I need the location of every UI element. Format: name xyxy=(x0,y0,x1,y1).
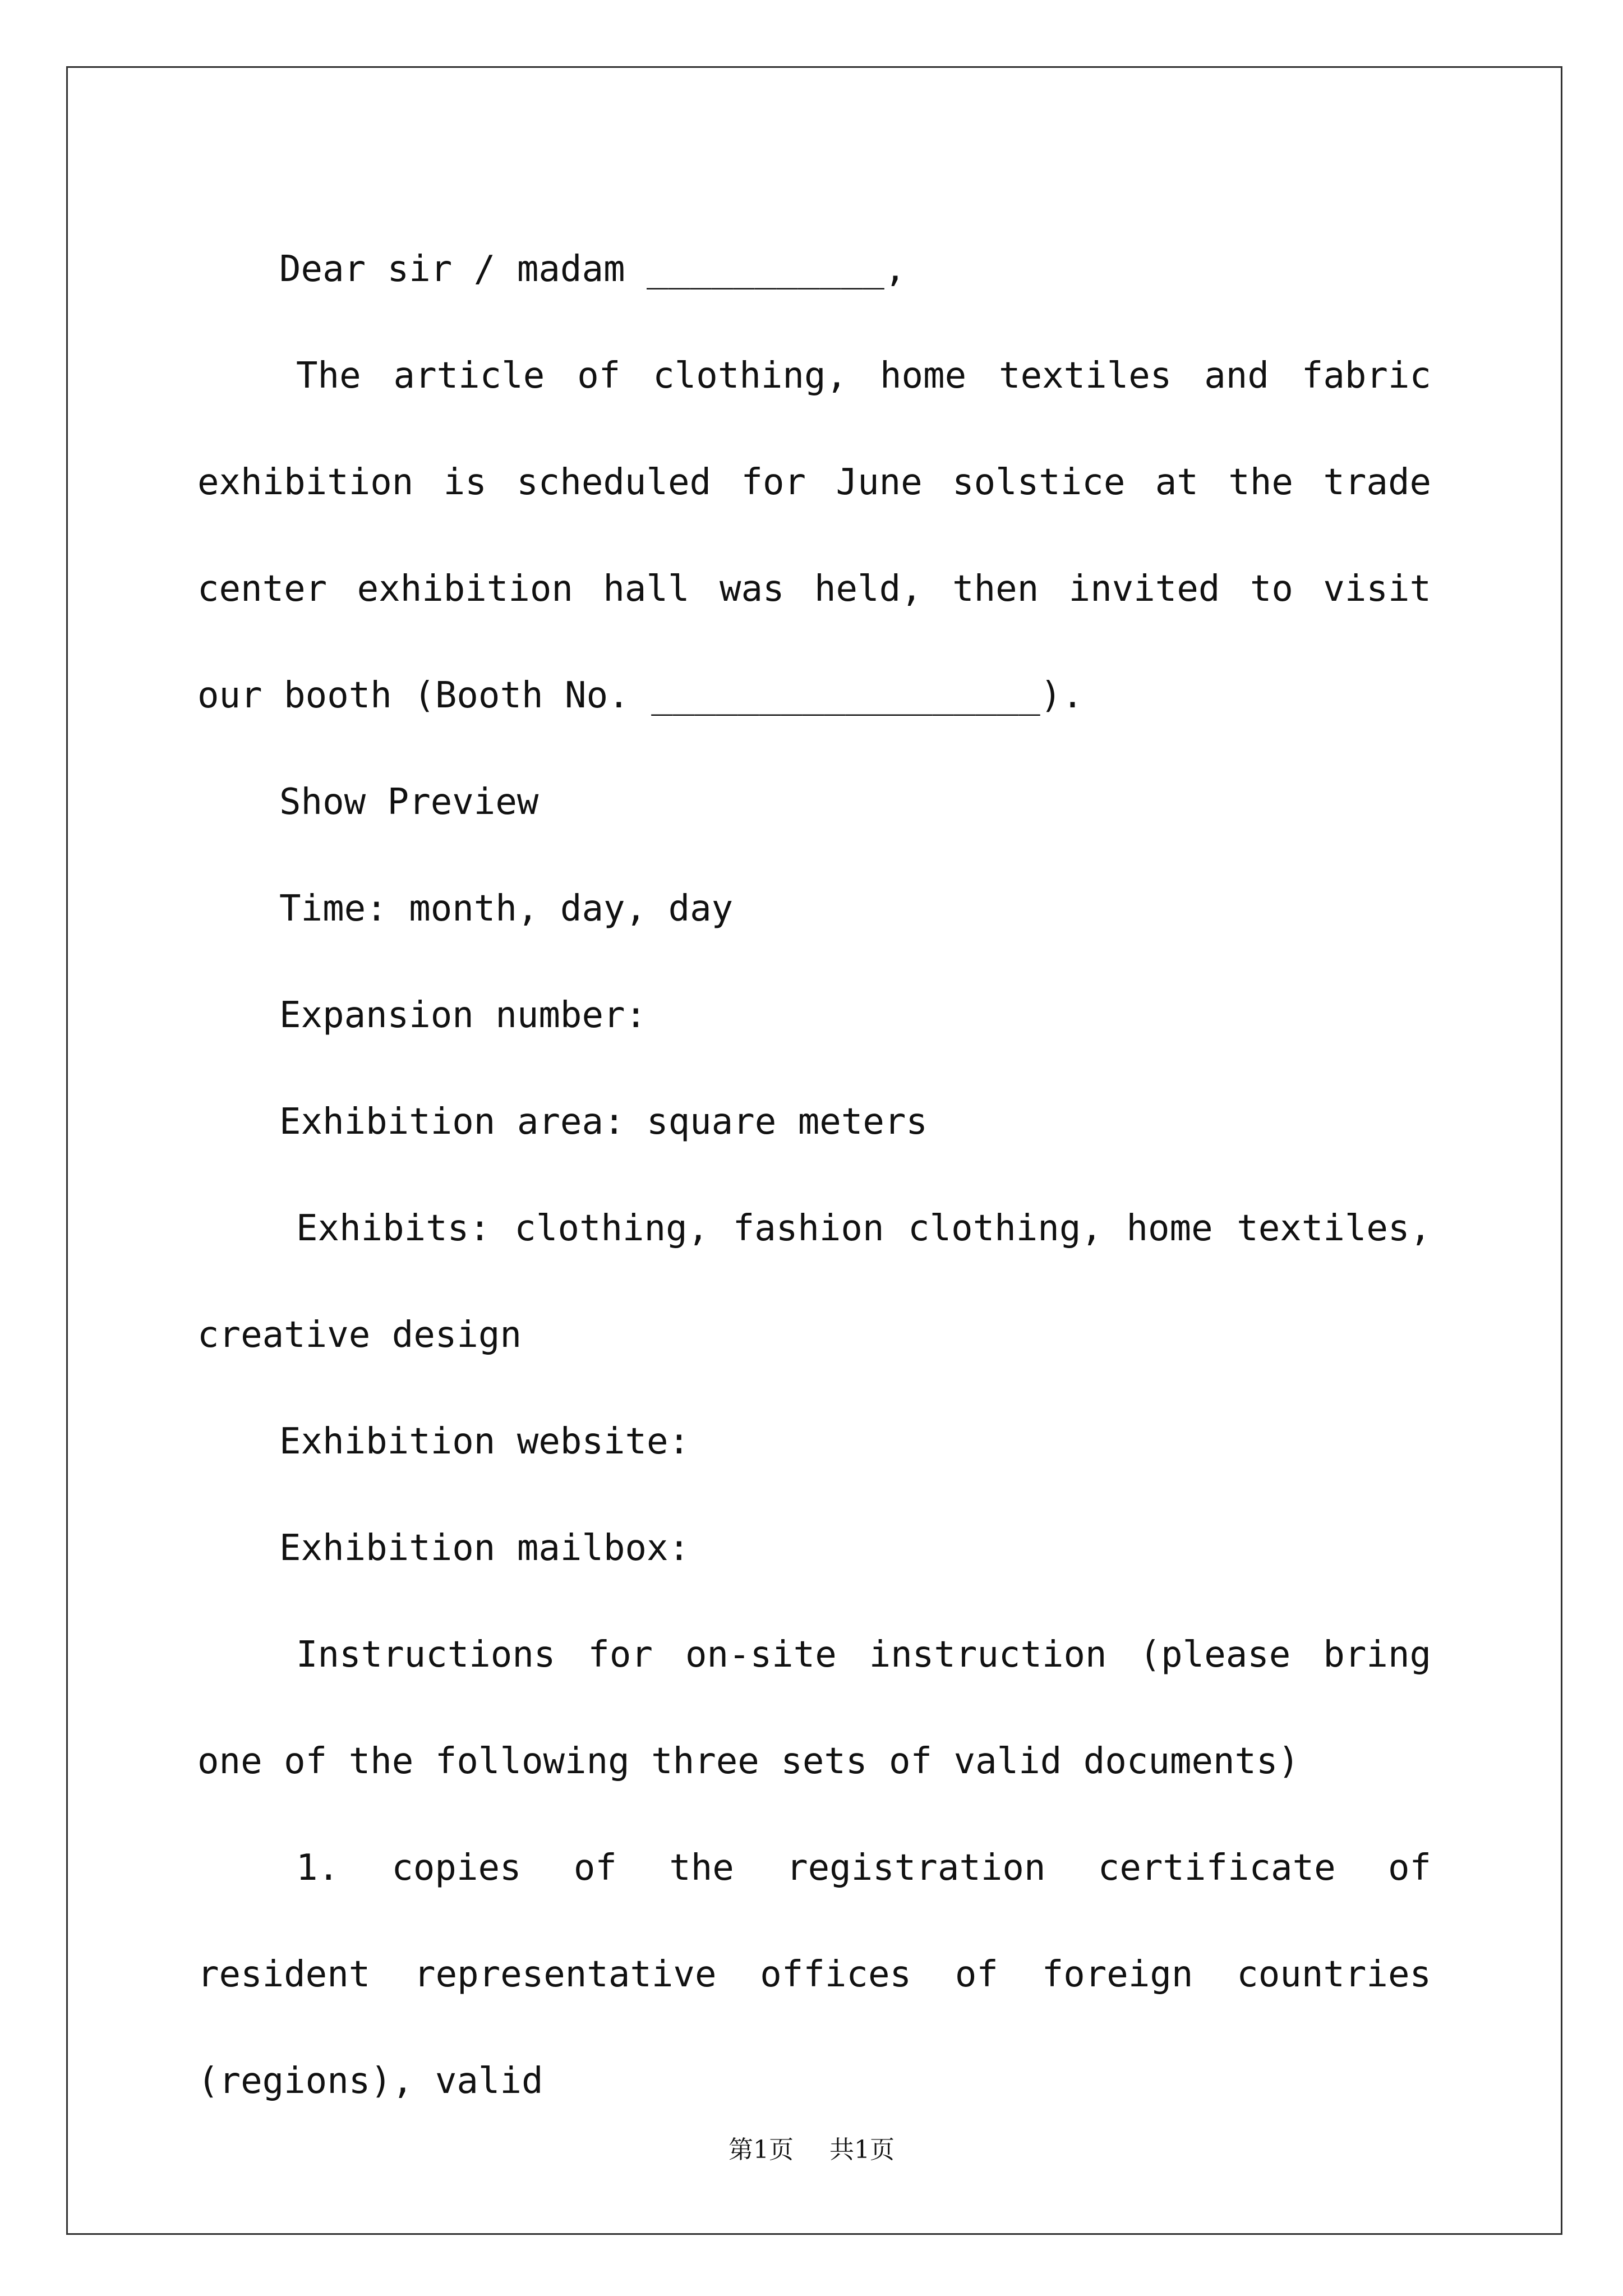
paragraph-exhibition-website: Exhibition website: xyxy=(279,1421,690,1462)
salutation: Dear sir / madam ___________, xyxy=(279,249,906,290)
page-number: 第1页 xyxy=(728,2136,794,2164)
paragraph-invitation: The article of clothing, home textiles and fabric exhibition is scheduled for June solstice at the trade center exhibition hall was held, then invited to visit our booth (Booth No. __________________). xyxy=(197,355,1453,716)
page-footer xyxy=(0,2133,1623,2167)
document-body xyxy=(197,216,1453,2134)
paragraph-time: Time: month, day, day xyxy=(279,888,734,930)
paragraph-exhibition-mailbox: Exhibition mailbox: xyxy=(279,1527,690,1569)
page-total: 共1页 xyxy=(829,2136,895,2164)
paragraph-exhibition-area: Exhibition area: square meters xyxy=(279,1101,928,1143)
paragraph-item-1: 1. copies of the registration certificate of resident representative offices of foreign countries (regions), valid xyxy=(197,1847,1453,2102)
paragraph-exhibits: Exhibits: clothing, fashion clothing, home textiles, creative design xyxy=(197,1208,1453,1356)
paragraph-show-preview: Show Preview xyxy=(279,781,539,823)
paragraph-expansion-number: Expansion number: xyxy=(279,995,647,1036)
paragraph-instructions: Instructions for on-site instruction (please bring one of the following three sets of valid documents) xyxy=(197,1634,1453,1782)
